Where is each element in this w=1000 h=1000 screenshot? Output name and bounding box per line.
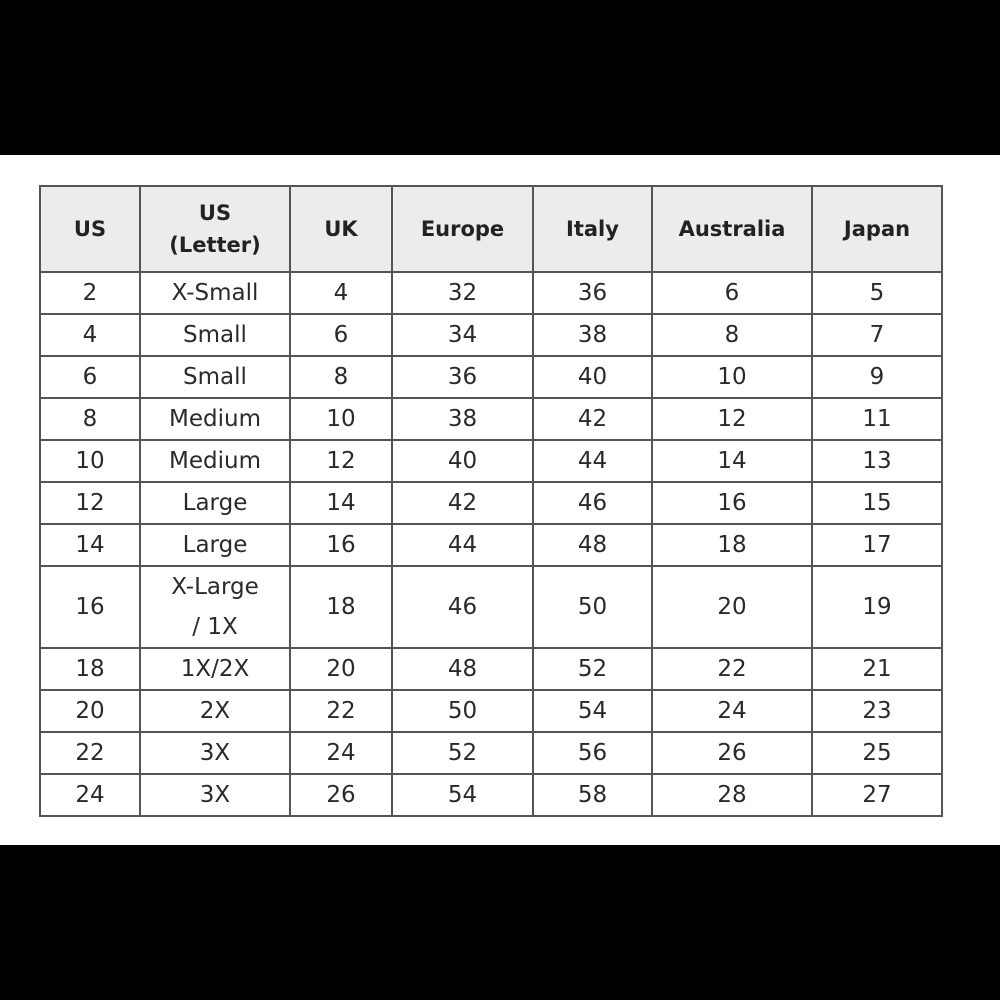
cell-italy: 36 xyxy=(533,272,652,314)
cell-us: 14 xyxy=(40,524,140,566)
header-us: US xyxy=(40,186,140,272)
header-italy: Italy xyxy=(533,186,652,272)
cell-europe: 36 xyxy=(392,356,533,398)
cell-australia: 6 xyxy=(652,272,812,314)
cell-europe: 46 xyxy=(392,566,533,648)
cell-us-letter: Medium xyxy=(140,398,290,440)
cell-japan: 15 xyxy=(812,482,942,524)
cell-japan: 9 xyxy=(812,356,942,398)
cell-japan: 5 xyxy=(812,272,942,314)
cell-us-letter: 2X xyxy=(140,690,290,732)
table-row xyxy=(40,524,942,566)
cell-us-letter: Large xyxy=(140,482,290,524)
cell-uk: 4 xyxy=(290,272,392,314)
cell-uk: 20 xyxy=(290,648,392,690)
cell-italy: 44 xyxy=(533,440,652,482)
bottom-black-bar xyxy=(0,845,1000,1000)
table-row xyxy=(40,440,942,482)
cell-uk: 6 xyxy=(290,314,392,356)
cell-uk: 18 xyxy=(290,566,392,648)
cell-australia: 12 xyxy=(652,398,812,440)
cell-italy: 42 xyxy=(533,398,652,440)
cell-australia: 26 xyxy=(652,732,812,774)
table-row xyxy=(40,314,942,356)
cell-us: 16 xyxy=(40,566,140,648)
header-japan: Japan xyxy=(812,186,942,272)
cell-italy: 40 xyxy=(533,356,652,398)
cell-italy: 46 xyxy=(533,482,652,524)
cell-italy: 50 xyxy=(533,566,652,648)
cell-japan: 27 xyxy=(812,774,942,816)
cell-uk: 22 xyxy=(290,690,392,732)
cell-us: 22 xyxy=(40,732,140,774)
header-uk: UK xyxy=(290,186,392,272)
cell-us: 20 xyxy=(40,690,140,732)
cell-australia: 16 xyxy=(652,482,812,524)
cell-japan: 21 xyxy=(812,648,942,690)
table-row xyxy=(40,482,942,524)
cell-australia: 18 xyxy=(652,524,812,566)
cell-australia: 28 xyxy=(652,774,812,816)
cell-europe: 40 xyxy=(392,440,533,482)
cell-us: 12 xyxy=(40,482,140,524)
cell-us-letter: 3X xyxy=(140,774,290,816)
header-row xyxy=(40,186,942,272)
header-europe: Europe xyxy=(392,186,533,272)
cell-us: 10 xyxy=(40,440,140,482)
cell-europe: 38 xyxy=(392,398,533,440)
cell-us-letter: X-Small xyxy=(140,272,290,314)
cell-us-letter: X-Large / 1X xyxy=(140,566,290,648)
cell-us: 4 xyxy=(40,314,140,356)
table-row xyxy=(40,272,942,314)
table-row xyxy=(40,732,942,774)
header-us-letter: US (Letter) xyxy=(140,186,290,272)
cell-japan: 25 xyxy=(812,732,942,774)
cell-us-letter: Large xyxy=(140,524,290,566)
table-row xyxy=(40,356,942,398)
cell-us-letter: Medium xyxy=(140,440,290,482)
cell-europe: 52 xyxy=(392,732,533,774)
top-black-bar xyxy=(0,0,1000,155)
cell-australia: 22 xyxy=(652,648,812,690)
cell-uk: 24 xyxy=(290,732,392,774)
cell-europe: 42 xyxy=(392,482,533,524)
cell-japan: 19 xyxy=(812,566,942,648)
cell-japan: 17 xyxy=(812,524,942,566)
cell-japan: 23 xyxy=(812,690,942,732)
cell-uk: 26 xyxy=(290,774,392,816)
cell-us: 8 xyxy=(40,398,140,440)
cell-australia: 10 xyxy=(652,356,812,398)
cell-australia: 24 xyxy=(652,690,812,732)
cell-australia: 14 xyxy=(652,440,812,482)
cell-us-letter: 1X/2X xyxy=(140,648,290,690)
cell-us-letter: Small xyxy=(140,356,290,398)
cell-italy: 58 xyxy=(533,774,652,816)
table-row xyxy=(40,648,942,690)
header-australia: Australia xyxy=(652,186,812,272)
cell-australia: 8 xyxy=(652,314,812,356)
cell-japan: 11 xyxy=(812,398,942,440)
cell-italy: 52 xyxy=(533,648,652,690)
size-conversion-table xyxy=(39,185,943,817)
cell-europe: 34 xyxy=(392,314,533,356)
cell-europe: 48 xyxy=(392,648,533,690)
cell-us: 24 xyxy=(40,774,140,816)
size-chart-panel xyxy=(0,155,1000,845)
table-row xyxy=(40,774,942,816)
cell-us-letter: Small xyxy=(140,314,290,356)
cell-italy: 56 xyxy=(533,732,652,774)
cell-europe: 54 xyxy=(392,774,533,816)
cell-uk: 8 xyxy=(290,356,392,398)
cell-us-letter: 3X xyxy=(140,732,290,774)
cell-us: 2 xyxy=(40,272,140,314)
cell-uk: 10 xyxy=(290,398,392,440)
cell-europe: 32 xyxy=(392,272,533,314)
cell-japan: 7 xyxy=(812,314,942,356)
cell-uk: 12 xyxy=(290,440,392,482)
cell-japan: 13 xyxy=(812,440,942,482)
cell-australia: 20 xyxy=(652,566,812,648)
table-row xyxy=(40,398,942,440)
cell-europe: 44 xyxy=(392,524,533,566)
table-row xyxy=(40,690,942,732)
table-row xyxy=(40,566,942,648)
cell-uk: 14 xyxy=(290,482,392,524)
cell-italy: 38 xyxy=(533,314,652,356)
cell-us: 6 xyxy=(40,356,140,398)
cell-italy: 54 xyxy=(533,690,652,732)
cell-italy: 48 xyxy=(533,524,652,566)
cell-us: 18 xyxy=(40,648,140,690)
cell-europe: 50 xyxy=(392,690,533,732)
table-body xyxy=(40,272,942,816)
cell-uk: 16 xyxy=(290,524,392,566)
